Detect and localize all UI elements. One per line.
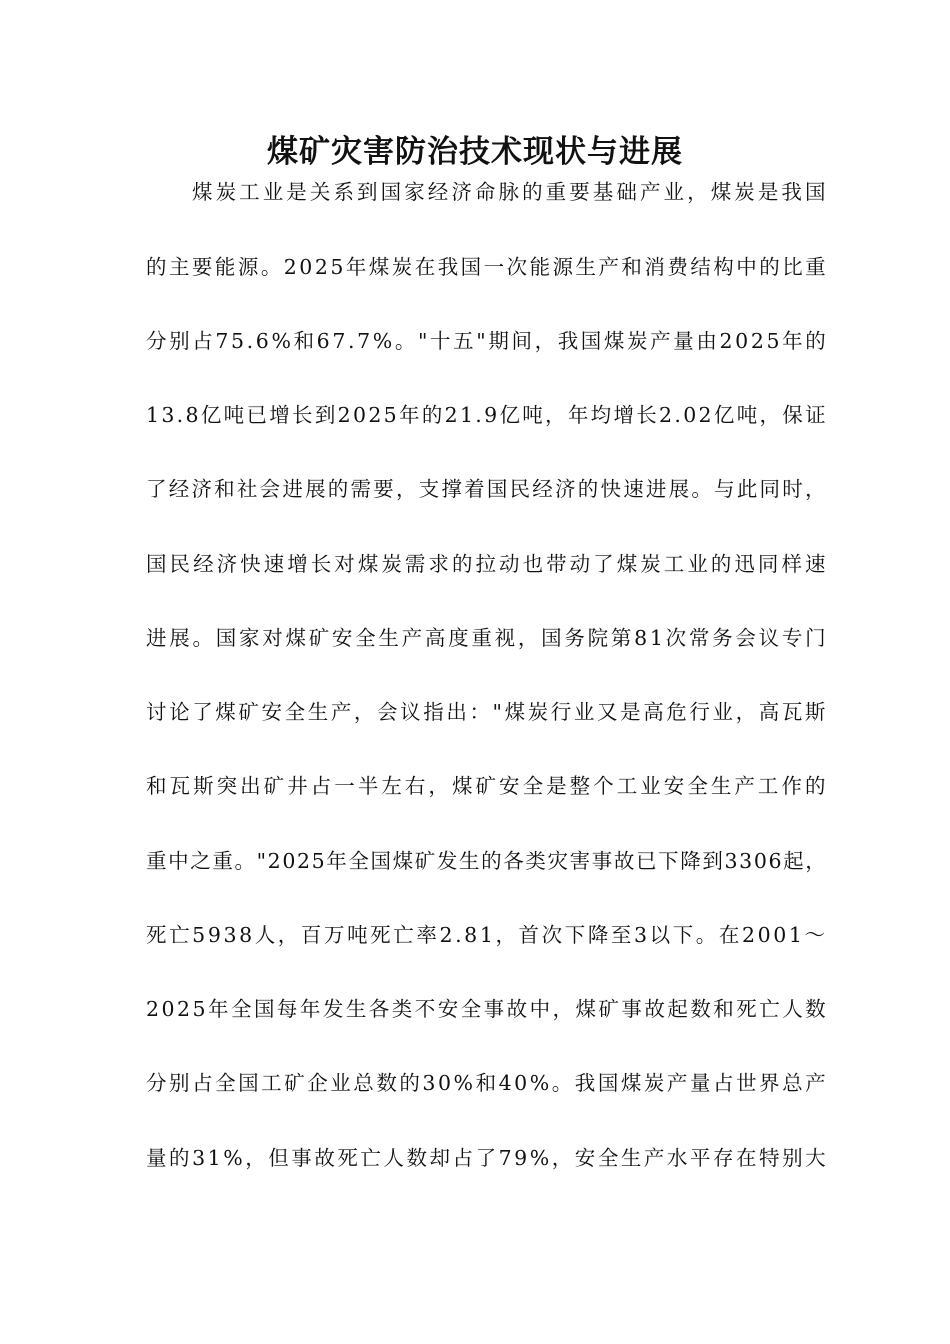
- body-line-14: 量的31%，但事故死亡人数却占了79%，安全生产水平存在特别大: [146, 1146, 829, 1170]
- body-line-4: 13.8亿吨已增长到2025年的21.9亿吨，年均增长2.02亿吨，保证: [146, 403, 828, 427]
- body-line-13: 分别占全国工矿企业总数的30%和40%。我国煤炭产量占世界总产: [146, 1071, 829, 1095]
- body-line-1: 煤炭工业是关系到国家经济命脉的重要基础产业，煤炭是我国: [192, 180, 829, 204]
- body-line-6: 国民经济快速增长对煤炭需求的拉动也带动了煤炭工业的迅同样速: [146, 552, 829, 576]
- body-line-3: 分别占75.6%和67.7%。"十五"期间，我国煤炭产量由2025年的: [146, 329, 829, 353]
- document-title: 煤矿灾害防治技术现状与进展: [267, 134, 683, 170]
- body-line-2: 的主要能源。2025年煤炭在我国一次能源生产和消费结构中的比重: [146, 255, 829, 279]
- body-line-10: 重中之重。"2025年全国煤矿发生的各类灾害事故已下降到3306起，: [146, 849, 828, 873]
- body-line-12: 2025年全国每年发生各类不安全事故中，煤矿事故起数和死亡人数: [146, 997, 829, 1021]
- body-line-9: 和瓦斯突出矿井占一半左右，煤矿安全是整个工业安全生产工作的: [146, 774, 829, 798]
- body-line-8: 讨论了煤矿安全生产，会议指出："煤炭行业又是高危行业，高瓦斯: [146, 700, 829, 724]
- body-line-11: 死亡5938人，百万吨死亡率2.81，首次下降至3以下。在2001～: [146, 923, 828, 947]
- body-line-7: 进展。国家对煤矿安全生产高度重视，国务院第81次常务会议专门: [146, 626, 829, 650]
- body-line-5: 了经济和社会进展的需要，支撑着国民经济的快速进展。与此同时，: [146, 477, 828, 501]
